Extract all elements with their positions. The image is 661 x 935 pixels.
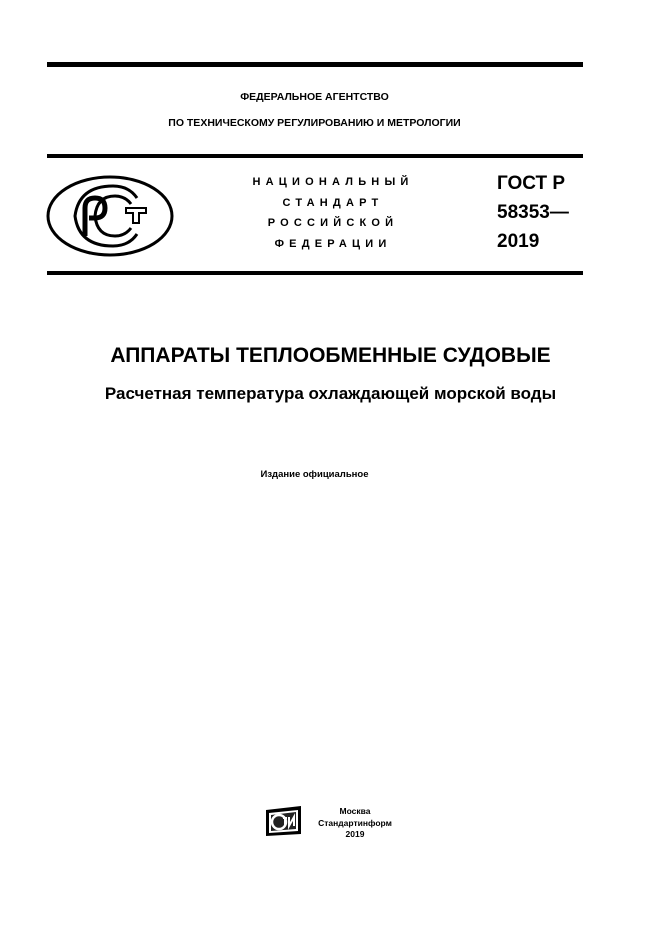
national-standard-line: РОССИЙСКОЙ — [267, 217, 399, 229]
national-standard-label — [238, 172, 428, 254]
top-rule — [47, 62, 583, 67]
publication-year: 2019 — [345, 829, 365, 839]
document-title: АППАРАТЫ ТЕПЛООБМЕННЫЕ СУДОВЫЕ — [110, 344, 551, 367]
standartinform-logo-icon — [263, 804, 305, 838]
publisher-info — [305, 806, 405, 841]
standard-designation — [497, 169, 569, 256]
designation-line: 58353— — [497, 202, 569, 223]
publisher-name: Стандартинформ — [318, 817, 392, 828]
bottom-rule — [47, 271, 583, 275]
rst-certification-mark-icon — [45, 174, 175, 258]
designation-line: ГОСТ Р — [497, 173, 566, 194]
edition-label: Издание официальное — [260, 469, 369, 480]
agency-line-2: ПО ТЕХНИЧЕСКОМУ РЕГУЛИРОВАНИЮ И МЕТРОЛОГИИ — [168, 117, 461, 129]
middle-rule — [47, 154, 583, 158]
national-standard-line: НАЦИОНАЛЬНЫЙ — [252, 176, 414, 188]
publisher-city: Москва — [339, 806, 371, 816]
document-subtitle: Расчетная температура охлаждающей морской воды — [104, 384, 557, 403]
agency-line-1: ФЕДЕРАЛЬНОЕ АГЕНТСТВО — [240, 91, 389, 103]
national-standard-line: СТАНДАРТ — [282, 196, 384, 209]
designation-line: 2019 — [497, 231, 540, 252]
national-standard-line: ФЕДЕРАЦИИ — [274, 237, 392, 250]
